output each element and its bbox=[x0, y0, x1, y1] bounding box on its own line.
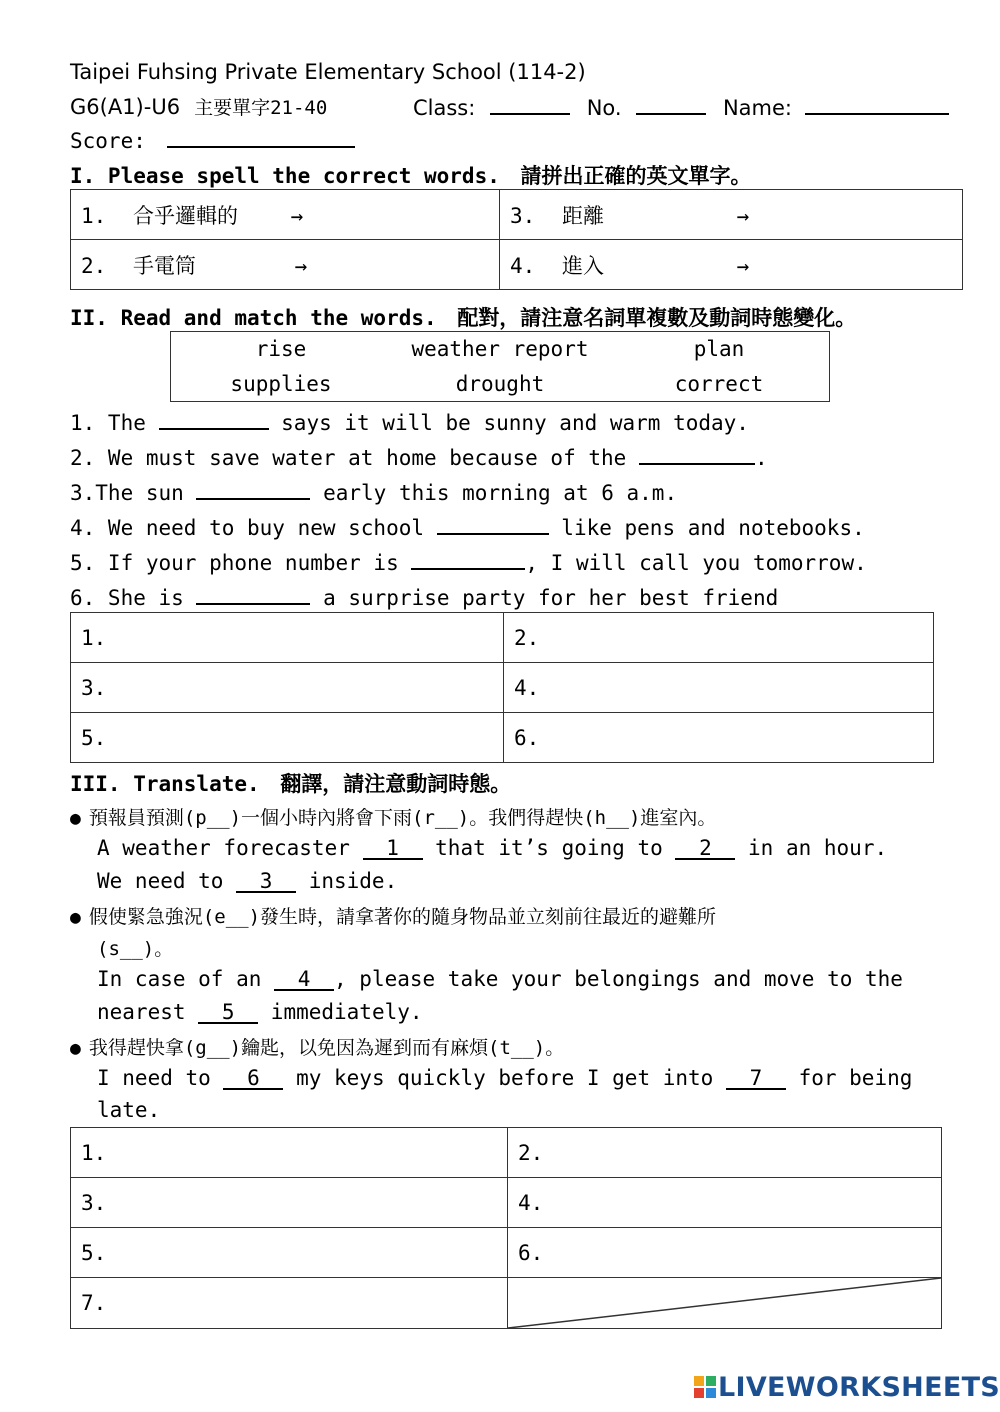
chinese-sentence: 假使緊急強況(e__)發生時，請拿著你的隨身物品並立刻前往最近的避難所 bbox=[88, 906, 717, 928]
sentence-text: like pens and notebooks. bbox=[548, 516, 865, 540]
class-field bbox=[413, 93, 949, 120]
answer-cell[interactable]: 2. bbox=[508, 1128, 942, 1178]
spell-item-4[interactable] bbox=[500, 240, 963, 290]
translate-item-1-zh bbox=[70, 803, 716, 830]
bullet-icon: ● bbox=[70, 1038, 81, 1059]
chinese-sentence: 預報員預測(p__)一個小時內將會下雨(r__)。我們得趕快(h__)進室內。 bbox=[88, 807, 717, 829]
unit-line bbox=[70, 93, 327, 120]
english-text: immediately. bbox=[258, 1000, 423, 1024]
arrow-icon: → bbox=[736, 253, 750, 278]
diagonal-line-icon bbox=[508, 1278, 941, 1328]
translate-item-2-zh2: (s__)。 bbox=[97, 938, 174, 960]
section2-title-zh: 配對，請注意名詞單複數及動詞時態變化。 bbox=[457, 306, 857, 330]
section2-title-en: II. Read and match the words. bbox=[70, 306, 437, 330]
chinese-sentence: 我得趕快拿(g__)鑰匙，以免因為遲到而有麻煩(t__)。 bbox=[88, 1037, 565, 1059]
spell-item-1[interactable] bbox=[71, 190, 500, 240]
score-blank[interactable] bbox=[167, 126, 355, 148]
numbered-blank[interactable]: 7 bbox=[726, 1068, 786, 1090]
numbered-blank[interactable]: 2 bbox=[675, 838, 735, 860]
no-label: No. bbox=[586, 96, 622, 120]
sentence-4 bbox=[70, 513, 865, 540]
numbered-blank[interactable]: 5 bbox=[198, 1002, 258, 1024]
english-text: , please take your belongings and move to the bbox=[334, 967, 903, 991]
section1-title-zh: 請拼出正確的英文單字。 bbox=[520, 164, 752, 188]
sentence-blank[interactable] bbox=[196, 478, 310, 500]
answer-cell[interactable]: 7. bbox=[71, 1278, 508, 1329]
sentence-blank[interactable] bbox=[159, 408, 269, 430]
liveworksheets-logo bbox=[694, 1372, 1000, 1402]
topic-label: 主要單字21-40 bbox=[194, 97, 328, 119]
crossed-out-cell bbox=[508, 1278, 942, 1329]
translate-item-3-en2: late. bbox=[97, 1098, 161, 1122]
section3-title-zh: 翻譯，請注意動詞時態。 bbox=[280, 772, 512, 796]
spell-item-2[interactable] bbox=[71, 240, 500, 290]
numbered-blank[interactable]: 6 bbox=[223, 1068, 283, 1090]
item-number: 2. bbox=[81, 253, 107, 278]
section3-answer-table bbox=[70, 1127, 942, 1329]
translate-item-3-zh bbox=[70, 1033, 564, 1060]
class-label: Class: bbox=[413, 96, 476, 120]
translate-item-1-en2 bbox=[97, 869, 397, 893]
answer-cell[interactable]: 1. bbox=[71, 1128, 508, 1178]
word-bank-item: drought bbox=[455, 372, 545, 396]
section2-answer-table bbox=[70, 612, 934, 763]
word-bank-item: correct bbox=[674, 372, 764, 396]
arrow-icon: → bbox=[736, 203, 750, 228]
bullet-icon: ● bbox=[70, 907, 81, 928]
spell-item-3[interactable] bbox=[500, 190, 963, 240]
answer-cell[interactable]: 6. bbox=[504, 713, 934, 763]
liveworksheets-logo-icon bbox=[694, 1376, 716, 1398]
english-text: We need to bbox=[97, 869, 237, 893]
sentence-text: 2. We must save water at home because of the bbox=[70, 446, 639, 470]
answer-cell[interactable]: 6. bbox=[508, 1228, 942, 1278]
sentence-blank[interactable] bbox=[196, 583, 310, 605]
word-bank-item: weather report bbox=[411, 337, 589, 361]
english-text: my keys quickly before I get into bbox=[283, 1066, 726, 1090]
word-bank bbox=[170, 331, 830, 402]
word-bank-item: plan bbox=[693, 337, 745, 361]
no-blank[interactable] bbox=[636, 93, 706, 115]
sentence-blank[interactable] bbox=[437, 513, 549, 535]
word-bank-item: rise bbox=[255, 337, 307, 361]
sentence-text: 3.The sun bbox=[70, 481, 197, 505]
sentence-blank[interactable] bbox=[639, 443, 755, 465]
section1-title-en: I. Please spell the correct words. bbox=[70, 164, 500, 188]
score-label: Score: bbox=[70, 129, 146, 153]
answer-cell[interactable]: 1. bbox=[71, 613, 504, 663]
name-label: Name: bbox=[722, 96, 792, 120]
english-text: In case of an bbox=[97, 967, 275, 991]
answer-cell[interactable]: 4. bbox=[508, 1178, 942, 1228]
translate-item-2-en2 bbox=[97, 1000, 423, 1024]
class-blank[interactable] bbox=[490, 93, 570, 115]
numbered-blank[interactable]: 3 bbox=[236, 871, 296, 893]
translate-item-2-zh bbox=[70, 902, 716, 929]
sentence-3 bbox=[70, 478, 677, 505]
unit-label: G6(A1)-U6 bbox=[70, 95, 181, 119]
sentence-text: 6. She is bbox=[70, 586, 197, 610]
english-text: that it’s going to bbox=[422, 836, 676, 860]
english-text: I need to bbox=[97, 1066, 224, 1090]
sentence-text: says it will be sunny and warm today. bbox=[268, 411, 749, 435]
item-number: 3. bbox=[510, 203, 536, 228]
name-blank[interactable] bbox=[805, 93, 949, 115]
bullet-icon: ● bbox=[70, 808, 81, 829]
translate-item-2-en1 bbox=[97, 967, 903, 991]
numbered-blank[interactable]: 1 bbox=[363, 838, 423, 860]
english-text: A weather forecaster bbox=[97, 836, 363, 860]
item-number: 1. bbox=[81, 203, 107, 228]
numbered-blank[interactable]: 4 bbox=[274, 969, 334, 991]
score-field bbox=[70, 126, 355, 153]
section3-title-en: III. Translate. bbox=[70, 772, 260, 796]
answer-cell[interactable]: 2. bbox=[504, 613, 934, 663]
sentence-text: , I will call you tomorrow. bbox=[525, 551, 867, 575]
translate-item-3-en1 bbox=[97, 1066, 912, 1090]
answer-cell[interactable]: 3. bbox=[71, 663, 504, 713]
sentence-2 bbox=[70, 443, 768, 470]
sentence-text: early this morning at 6 a.m. bbox=[310, 481, 678, 505]
sentence-text: a surprise party for her best friend bbox=[310, 586, 779, 610]
word-bank-item: supplies bbox=[230, 372, 332, 396]
section1-title bbox=[70, 160, 752, 190]
answer-cell[interactable]: 4. bbox=[504, 663, 934, 713]
answer-cell[interactable]: 5. bbox=[71, 713, 504, 763]
translate-item-1-en1 bbox=[97, 836, 887, 860]
english-text: nearest bbox=[97, 1000, 199, 1024]
sentence-text: 1. The bbox=[70, 411, 159, 435]
sentence-5 bbox=[70, 548, 867, 575]
arrow-icon: → bbox=[294, 253, 308, 278]
sentence-blank[interactable] bbox=[411, 548, 525, 570]
section3-title bbox=[70, 768, 511, 798]
english-text: in an hour. bbox=[735, 836, 888, 860]
sentence-text: 4. We need to buy new school bbox=[70, 516, 437, 540]
item-number: 4. bbox=[510, 253, 536, 278]
sentence-text: 5. If your phone number is bbox=[70, 551, 412, 575]
sentence-6 bbox=[70, 583, 778, 610]
item-chinese: 合乎邏輯的 bbox=[132, 203, 238, 228]
brand-text: LIVEWORKSHEETS bbox=[718, 1371, 1000, 1403]
answer-cell[interactable]: 3. bbox=[71, 1178, 508, 1228]
english-text: inside. bbox=[296, 869, 398, 893]
english-text: for being bbox=[785, 1066, 913, 1090]
sentence-1 bbox=[70, 408, 749, 435]
sentence-text: . bbox=[754, 446, 768, 470]
item-chinese: 手電筒 bbox=[132, 253, 196, 278]
answer-cell[interactable]: 5. bbox=[71, 1228, 508, 1278]
item-chinese: 距離 bbox=[561, 203, 604, 228]
section1-table bbox=[70, 189, 963, 290]
section2-title bbox=[70, 302, 856, 332]
item-chinese: 進入 bbox=[561, 253, 604, 278]
school-title: Taipei Fuhsing Private Elementary School (114-2) bbox=[70, 60, 586, 84]
arrow-icon: → bbox=[290, 203, 304, 228]
